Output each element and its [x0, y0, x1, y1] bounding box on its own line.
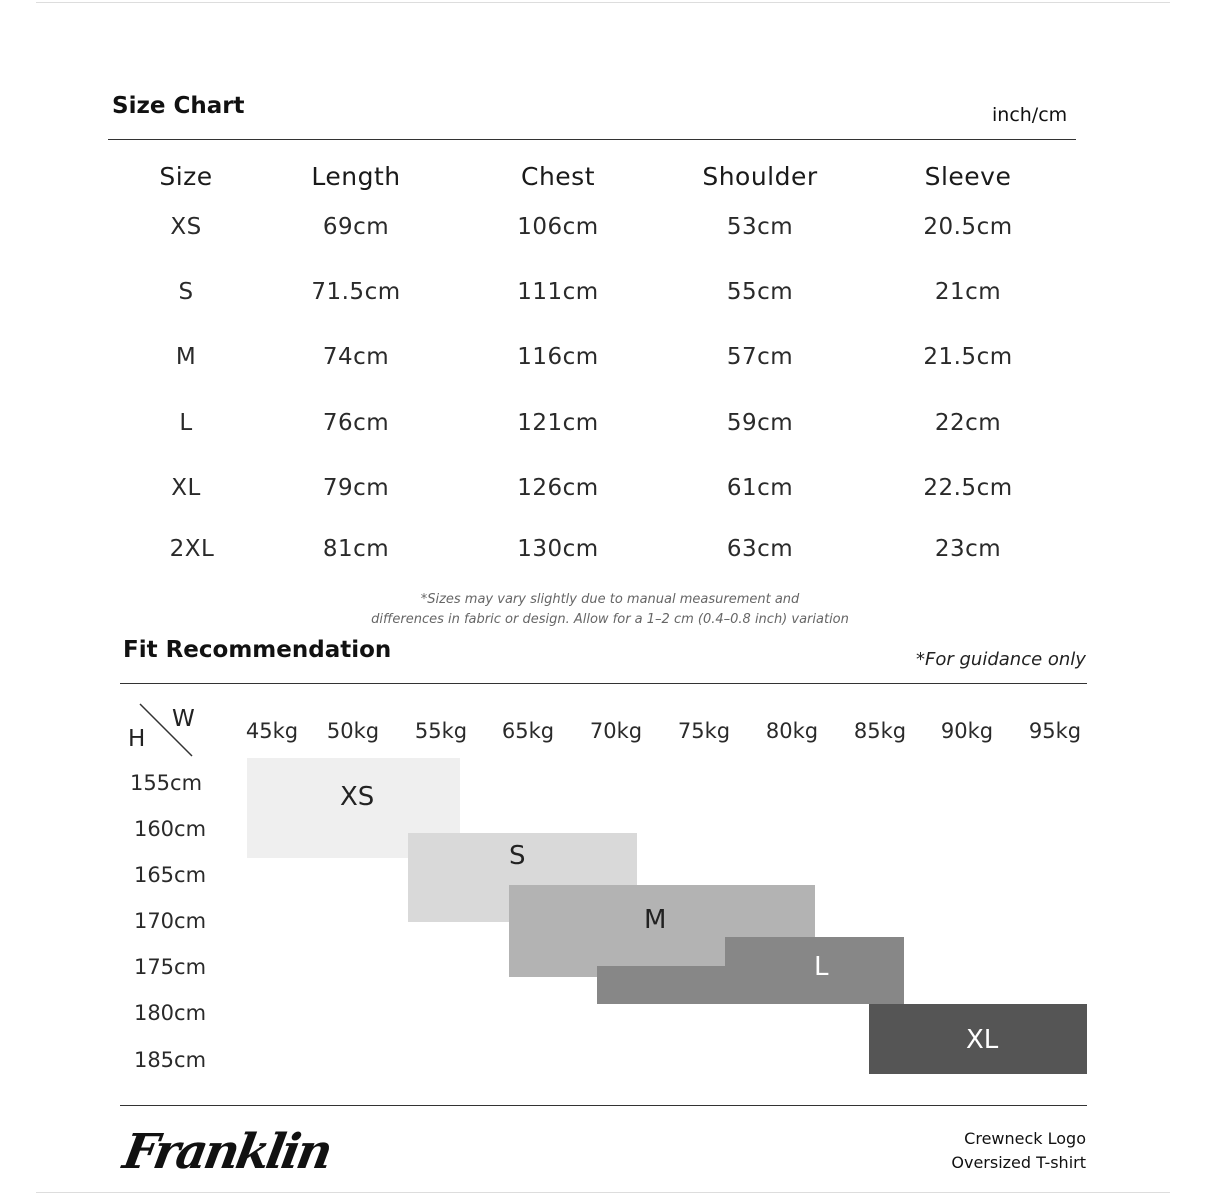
- weight-label: 50kg: [326, 719, 380, 743]
- weight-label: 95kg: [1028, 719, 1082, 743]
- table-cell: S: [178, 279, 194, 305]
- table-cell: XS: [170, 214, 202, 240]
- weight-label: 90kg: [940, 719, 994, 743]
- table-cell: 121cm: [517, 410, 599, 436]
- table-cell: 57cm: [726, 344, 794, 370]
- table-cell: 76cm: [322, 410, 390, 436]
- column-header: Sleeve: [924, 162, 1012, 191]
- top-border: [36, 2, 1170, 3]
- height-label: 180cm: [133, 1001, 207, 1025]
- table-cell: 71.5cm: [311, 279, 401, 305]
- size-chart-divider: [108, 139, 1076, 140]
- weight-label: 75kg: [677, 719, 731, 743]
- product-line1: Crewneck Logo: [964, 1129, 1086, 1148]
- table-cell: 116cm: [517, 344, 599, 370]
- table-cell: 21.5cm: [923, 344, 1013, 370]
- size-block-label: M: [644, 905, 667, 935]
- table-cell: M: [175, 344, 197, 370]
- weight-axis-label: W: [172, 706, 195, 732]
- table-cell: 106cm: [517, 214, 599, 240]
- table-cell: 55cm: [726, 279, 794, 305]
- fit-title: Fit Recommendation: [123, 637, 392, 663]
- table-cell: 2XL: [169, 536, 215, 562]
- table-cell: 126cm: [517, 475, 599, 501]
- size-block-label: XL: [966, 1025, 999, 1055]
- height-label: 155cm: [129, 771, 203, 795]
- weight-label: 55kg: [414, 719, 468, 743]
- table-cell: 130cm: [517, 536, 599, 562]
- column-header: Shoulder: [702, 162, 818, 191]
- table-cell: XL: [171, 475, 201, 501]
- size-block-label: XS: [340, 782, 375, 812]
- table-cell: 69cm: [322, 214, 390, 240]
- height-axis-label: H: [128, 726, 146, 752]
- height-label: 185cm: [133, 1048, 207, 1072]
- product-name: [870, 1127, 1086, 1175]
- table-cell: 81cm: [322, 536, 390, 562]
- franklin-logo: Franklin: [119, 1124, 335, 1180]
- column-header: Chest: [520, 162, 595, 191]
- height-label: 160cm: [133, 817, 207, 841]
- fit-divider: [120, 683, 1087, 684]
- table-cell: L: [179, 410, 193, 436]
- weight-label: 65kg: [501, 719, 555, 743]
- table-cell: 79cm: [322, 475, 390, 501]
- column-header: Length: [311, 162, 401, 191]
- unit-label: inch/cm: [992, 104, 1068, 126]
- size-block-l-extension: [597, 966, 727, 1004]
- table-cell: 61cm: [726, 475, 794, 501]
- height-label: 170cm: [133, 909, 207, 933]
- size-block-label: S: [509, 841, 526, 871]
- table-cell: 20.5cm: [923, 214, 1013, 240]
- footer-divider: [120, 1105, 1087, 1106]
- guidance-note: *For guidance only: [916, 649, 1086, 670]
- column-header: Size: [159, 162, 213, 191]
- table-cell: 74cm: [322, 344, 390, 370]
- size-block-label: L: [814, 952, 829, 982]
- size-chart-title: Size Chart: [112, 93, 245, 119]
- table-cell: 23cm: [934, 536, 1002, 562]
- table-cell: 22.5cm: [923, 475, 1013, 501]
- table-cell: 111cm: [517, 279, 599, 305]
- bottom-border: [36, 1192, 1170, 1193]
- product-line2: Oversized T-shirt: [951, 1153, 1086, 1172]
- height-label: 165cm: [133, 863, 207, 887]
- table-cell: 22cm: [934, 410, 1002, 436]
- table-cell: 59cm: [726, 410, 794, 436]
- size-note-line1: *Sizes may vary slightly due to manual measurement and: [420, 592, 800, 607]
- weight-label: 80kg: [765, 719, 819, 743]
- weight-label: 45kg: [245, 719, 299, 743]
- table-cell: 21cm: [934, 279, 1002, 305]
- size-note-line2: differences in fabric or design. Allow for a 1–2 cm (0.4–0.8 inch) variation: [371, 612, 849, 627]
- weight-label: 70kg: [589, 719, 643, 743]
- weight-label: 85kg: [853, 719, 907, 743]
- table-cell: 53cm: [726, 214, 794, 240]
- table-cell: 63cm: [726, 536, 794, 562]
- height-label: 175cm: [133, 955, 207, 979]
